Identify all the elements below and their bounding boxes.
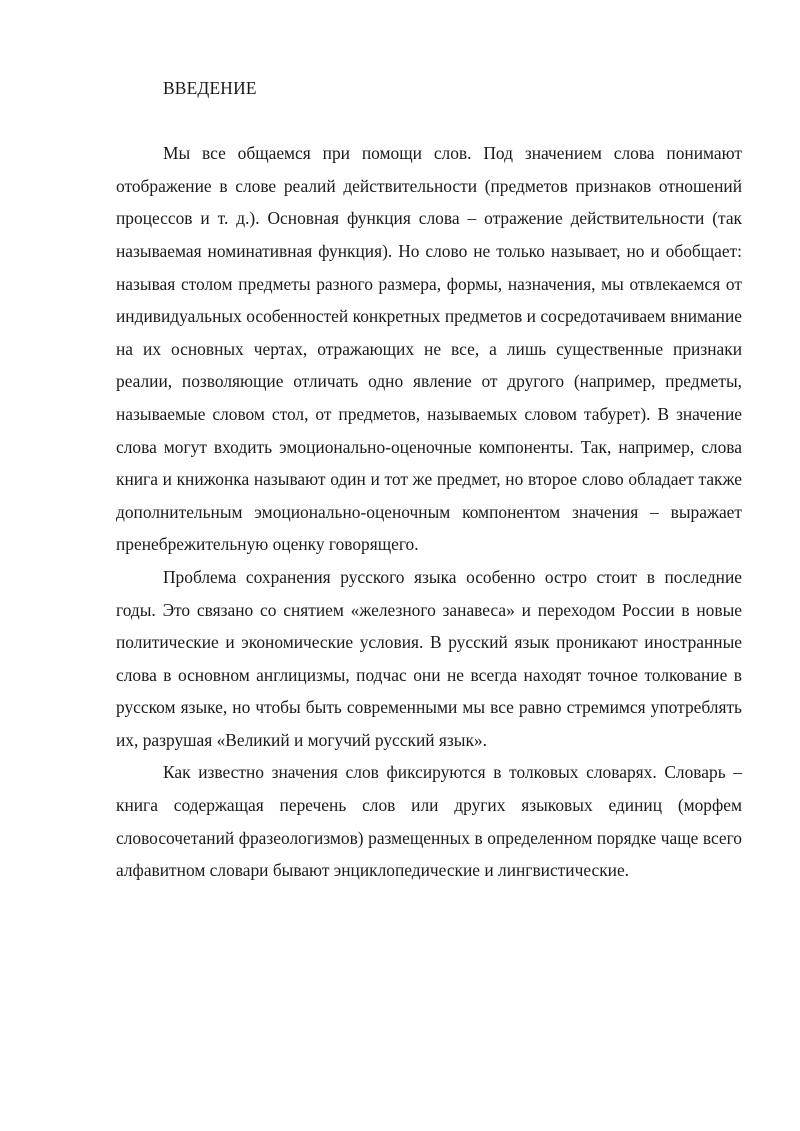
paragraph-3: Как известно значения слов фиксируются в толковых словарях. Словарь – книга содержащая перечень слов или других языковых единиц (морфем словосочетаний фразеологизмов) размещенных в определенном порядке чаще всего алфавитном словари бывают энциклопедические и лингвистические.: [116, 762, 742, 881]
document-body: [116, 72, 742, 887]
paragraph-1: Мы все общаемся при помощи слов. Под значением слова понимают отображение в слове реалий действительности (предметов признаков отношений процессов и т. д.). Основная функция слова – отражение действительности (так называемая номинативная функция). Но слово не только называет, но и обобщает: называя столом предметы разного размера, формы, назначения, мы отвлекаемся от индивидуальных особенностей конкретных предметов и сосредотачиваем внимание на их основных чертах, отражающих не все, а лишь существенные признаки реалии, позволяющие отличать одно явление от другого (например, предметы, называемые словом стол, от предметов, называемых словом табурет). В значение слова могут входить эмоционально-оценочные компоненты. Так, например, слова книга и книжонка называют один и тот же предмет, но второе слово обладает также дополнительным эмоционально-оценочным компонентом значения – выражает пренебрежительную оценку говорящего.: [116, 143, 742, 555]
paragraph-2: Проблема сохранения русского языка особенно остро стоит в последние годы. Это связано со снятием «железного занавеса» и переходом России в новые политические и экономические условия. В русский язык проникают иностранные слова в основном англицизмы, подчас они не всегда находят точное толкование в русском языке, но чтобы быть современными мы все равно стремимся употреблять их, разрушая «Великий и могучий русский язык».: [116, 566, 742, 750]
heading-spacer: [116, 105, 742, 138]
section-heading: ВВЕДЕНИЕ: [163, 78, 257, 98]
